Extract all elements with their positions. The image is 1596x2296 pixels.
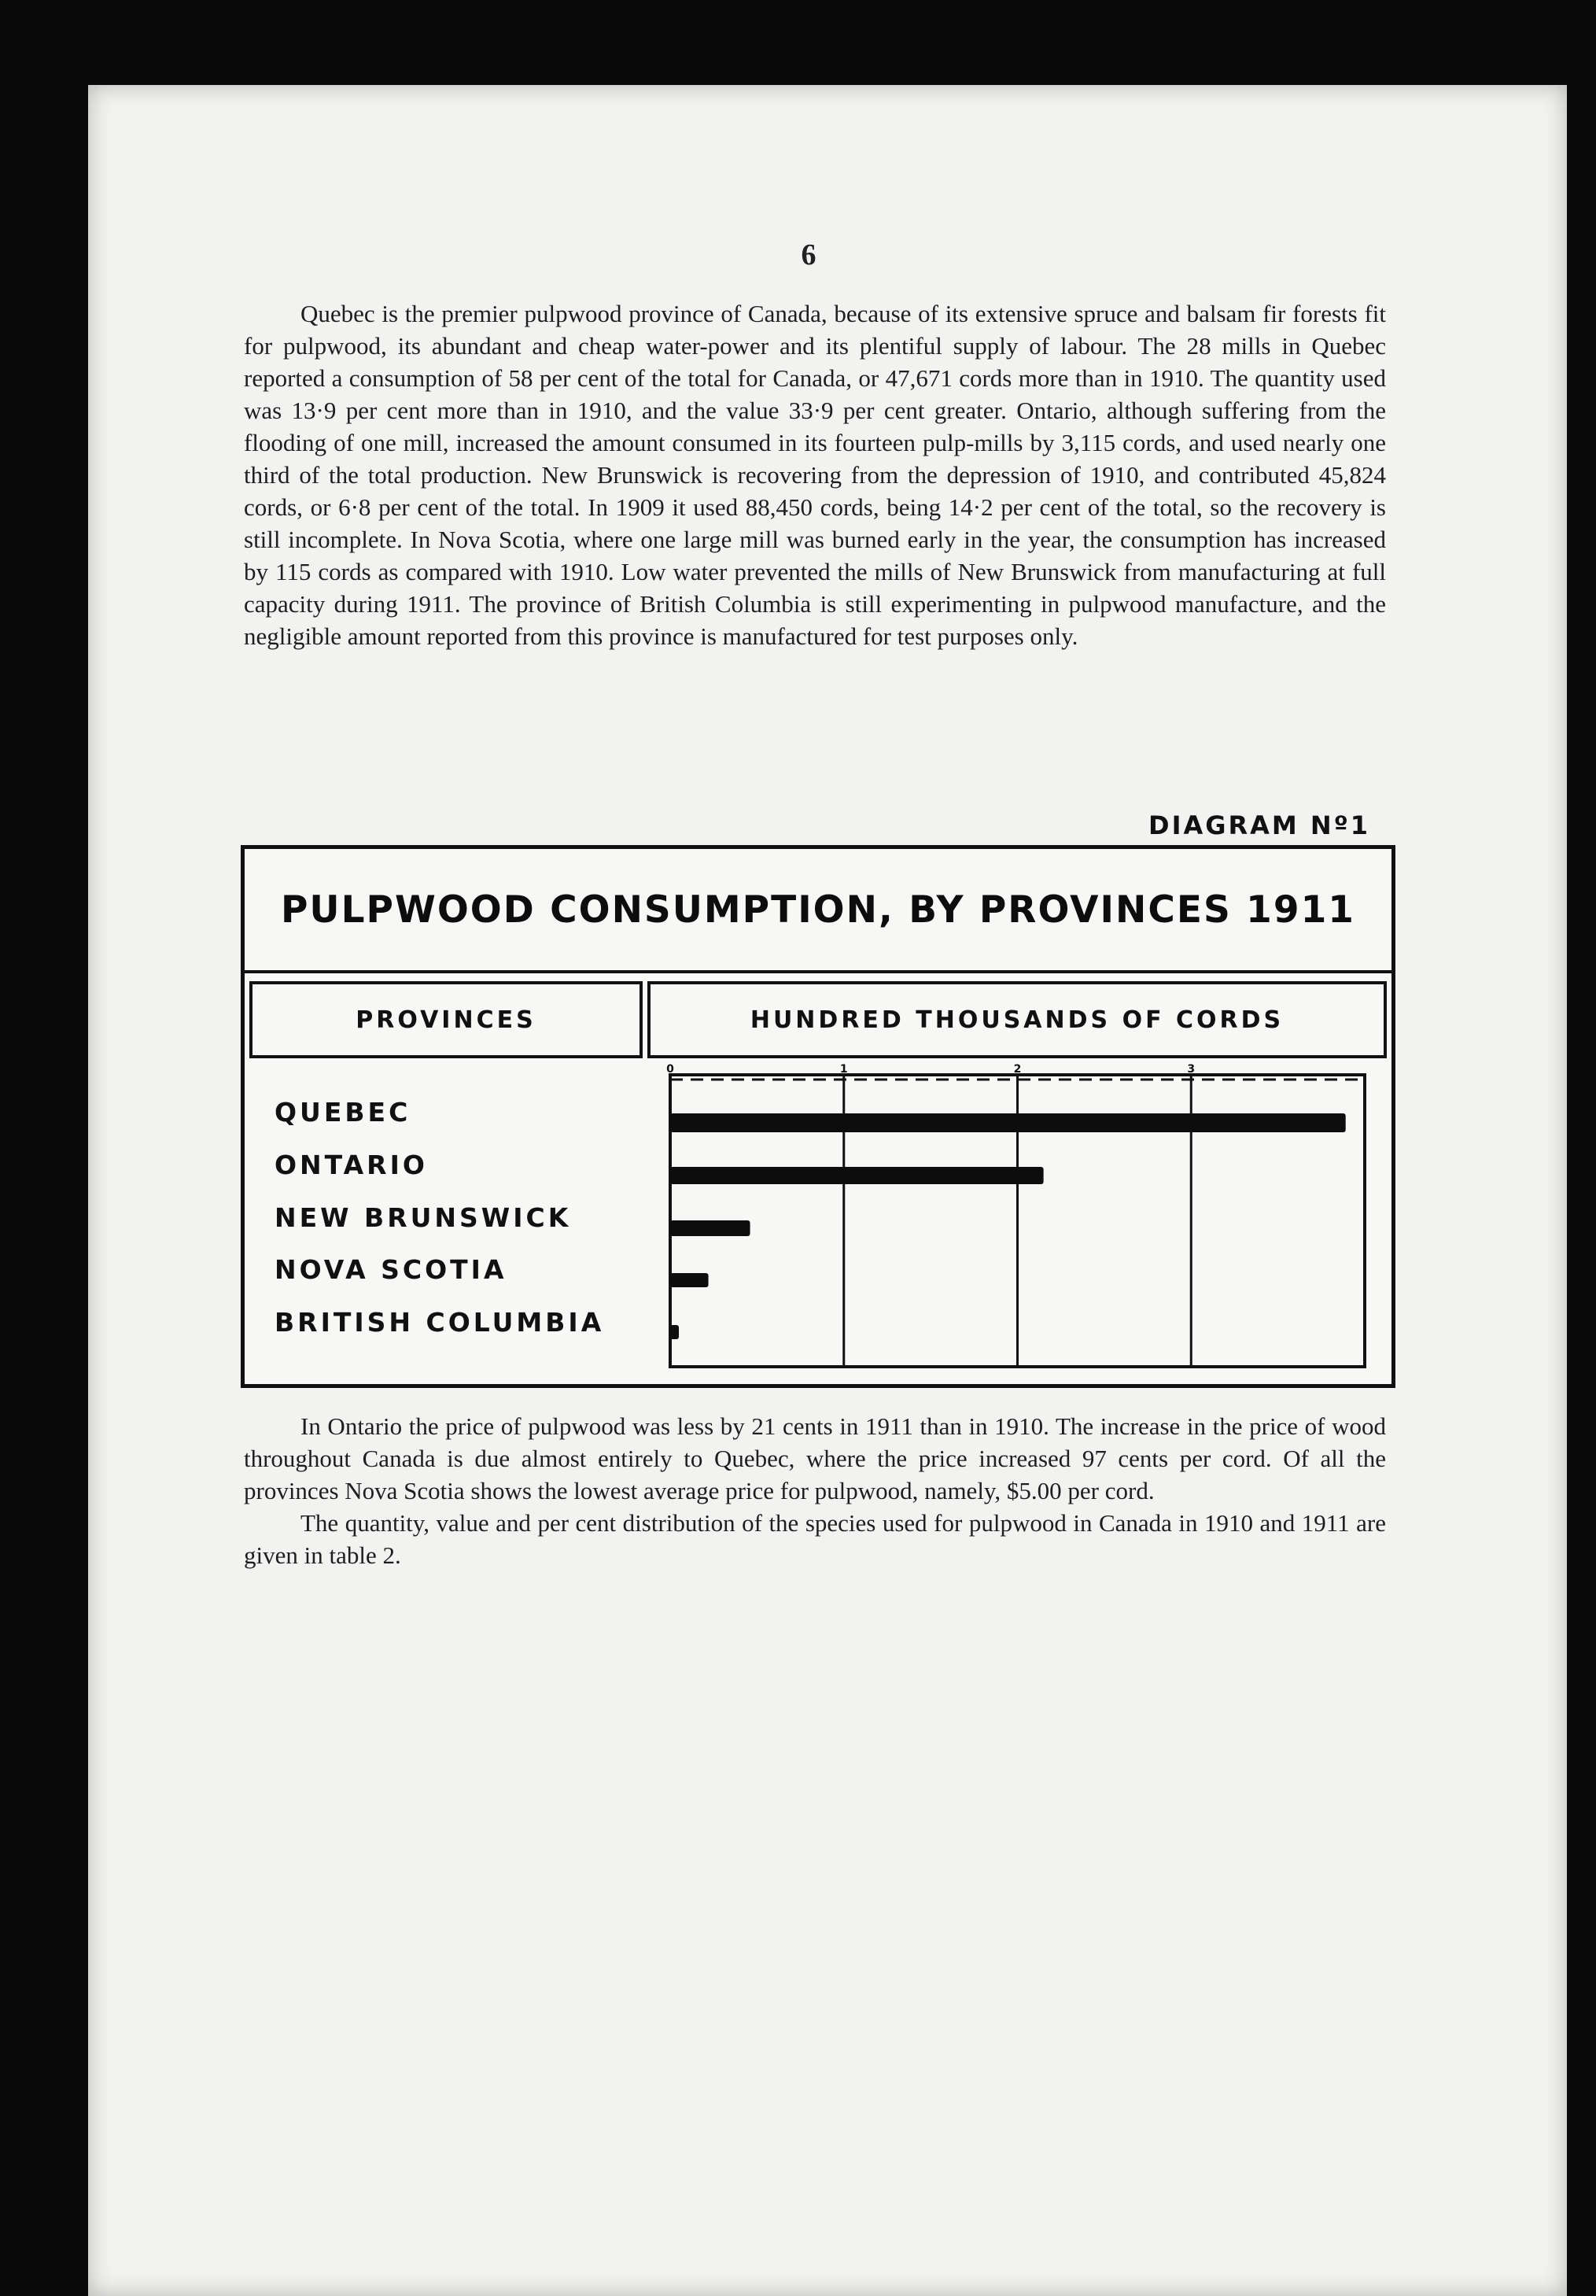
category-header: PROVINCES	[249, 981, 643, 1058]
paragraph-price: In Ontario the price of pulpwood was less by 21 cents in 1911 than in 1910. The increase in the price of wood throughout Canada is due almost entirely to Quebec, where the price increased 97 cents per cord. Of all the provinces Nova Scotia shows the lowest average price for pulpwood, namely, $5.00 per cord.	[244, 1412, 1386, 1504]
closing-paragraphs	[244, 1410, 1386, 1571]
paragraph-quebec-overview: Quebec is the premier pulpwood province of Canada, because of its extensive spruce and balsam fir forests fit for pulpwood, its abundant and cheap water-power and its plentiful supply of labour. The 28 mills in Quebec reported a consumption of 58 per cent of the total for Canada, or 47,671 cords more than in 1910. The quantity used was 13·9 per cent more than in 1910, and the value 33·9 per cent greater. Ontario, although suffering from the flooding of one mill, increased the amount consumed in its fourteen pulp-mills by 3,115 cords, and used nearly one third of the total production. New Brunswick is recovering from the depression of 1910, and contributed 45,824 cords, or 6·8 per cent of the total. In 1909 it used 88,450 cords, being 14·2 per cent of the total, so the recovery is still incomplete. In Nova Scotia, where one large mill was burned early in the year, the consumption has increased by 115 cords as compared with 1910. Low water prevented the mills of New Brunswick from manufacturing at full capacity during 1911. The province of British Columbia is still experimenting in pulpwood manufacture, and the negligible amount reported from this province is manufactured for test purposes only.	[244, 300, 1386, 650]
bar-chart	[245, 849, 1391, 1384]
pulpwood-diagram	[241, 845, 1395, 1388]
row-label-british-columbia: BRITISH COLUMBIA	[275, 1307, 605, 1338]
value-header: HUNDRED THOUSANDS OF CORDS	[647, 981, 1387, 1058]
row-label-new-brunswick: NEW BRUNSWICK	[275, 1202, 572, 1233]
paragraph-species: The quantity, value and per cent distribution of the species used for pulpwood in Canada in 1910 and 1911 are given in table 2.	[244, 1509, 1386, 1569]
bar-british-columbia	[670, 1325, 679, 1339]
chart-title: PULPWOOD CONSUMPTION, BY PROVINCES 1911	[245, 849, 1391, 973]
tick-label-3: 3	[1187, 1063, 1196, 1076]
intro-paragraph	[244, 297, 1386, 652]
row-label-quebec: QUEBEC	[275, 1097, 411, 1128]
bar-nova-scotia	[670, 1273, 709, 1287]
diagram-label: DIAGRAM Nº1	[1148, 810, 1370, 840]
bar-new-brunswick	[670, 1220, 750, 1236]
bar-ontario	[670, 1167, 1044, 1184]
chart-bars	[670, 1113, 1346, 1339]
page-number: 6	[801, 238, 816, 271]
bar-quebec	[670, 1113, 1346, 1132]
row-label-ontario: ONTARIO	[275, 1150, 428, 1180]
tick-label-0: 0	[666, 1063, 674, 1076]
tick-label-2: 2	[1013, 1063, 1022, 1076]
row-label-nova-scotia: NOVA SCOTIA	[275, 1254, 507, 1285]
tick-label-1: 1	[839, 1063, 848, 1076]
